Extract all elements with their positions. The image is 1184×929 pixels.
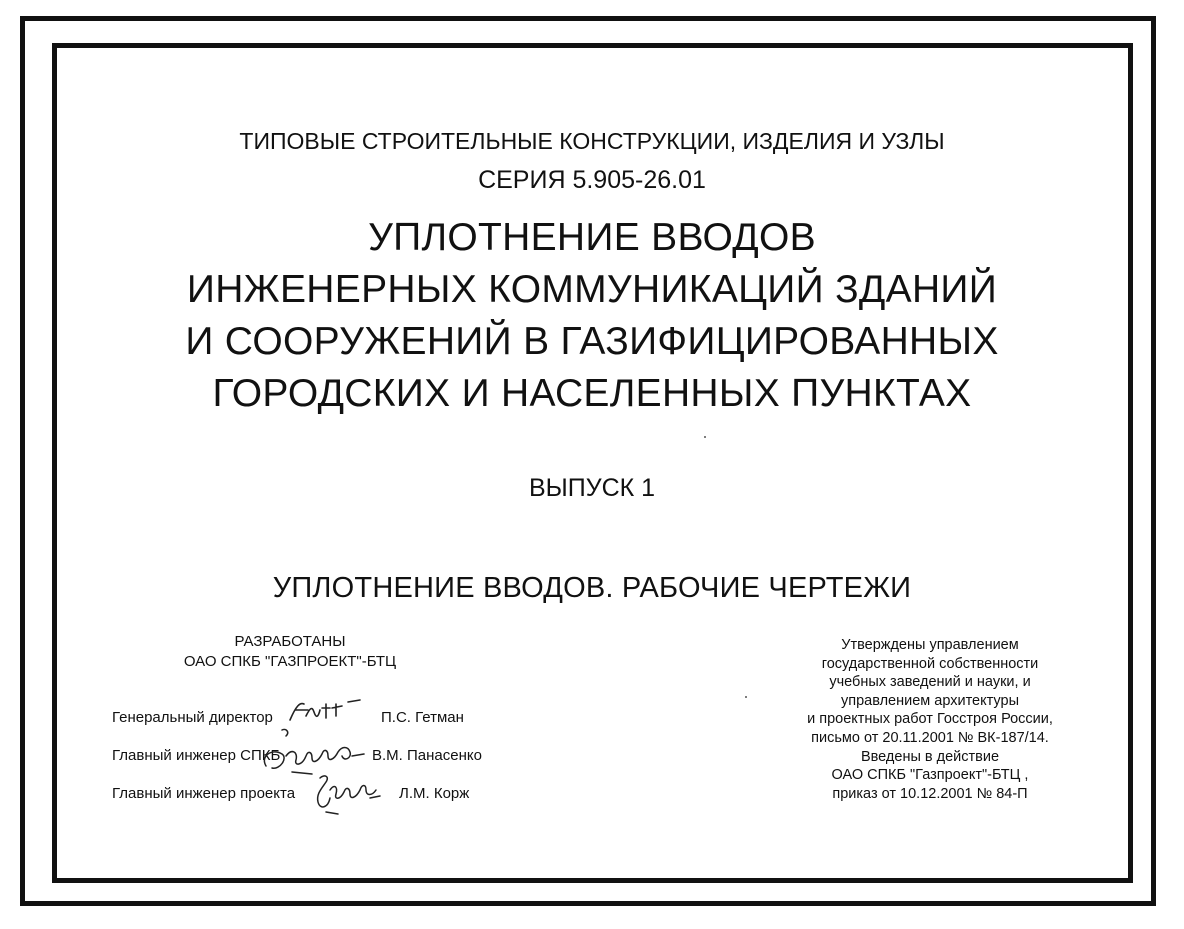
approval-line: Утверждены управлением: [841, 637, 1019, 653]
approval-line: ОАО СПКБ "Газпроект"-БТЦ ,: [831, 767, 1029, 784]
developer-organization: ОАО СПКБ "ГАЗПРОЕКТ"-БТЦ: [183, 653, 397, 670]
signature-getman: [286, 696, 366, 728]
approval-line: письмо от 20.11.2001 № ВК-187/14.: [811, 729, 1049, 746]
approval-line: управлением архитектуры: [840, 692, 1020, 709]
signatory-name-getman: П.С. Гетман: [381, 709, 464, 726]
issue-label: ВЫПУСК 1: [528, 474, 656, 502]
developer-label: РАЗРАБОТАНЫ: [234, 633, 346, 650]
scan-speck: [745, 696, 747, 698]
approval-line: Введены в действие: [860, 748, 1000, 765]
scan-speck: [704, 436, 706, 438]
approval-block: [780, 636, 1080, 803]
approval-line: учебных заведений и науки, и: [829, 674, 1031, 691]
main-title-line: И СООРУЖЕНИЙ В ГАЗИФИЦИРОВАННЫХ: [185, 320, 999, 363]
series-category: ТИПОВЫЕ СТРОИТЕЛЬНЫЕ КОНСТРУКЦИИ, ИЗДЕЛИЯ И УЗЛЫ: [239, 128, 945, 154]
main-title: [0, 212, 1184, 420]
series-number: СЕРИЯ 5.905-26.01: [478, 166, 706, 194]
document-subtitle: УПЛОТНЕНИЕ ВВОДОВ. РАБОЧИЕ ЧЕРТЕЖИ: [272, 572, 912, 604]
approval-line: государственной собственности: [821, 655, 1039, 672]
signatory-name-panasenko: В.М. Панасенко: [372, 747, 482, 764]
signatory-role-chief-engineer: Главный инженер СПКБ: [112, 747, 281, 764]
signatory-name-korzh: Л.М. Корж: [399, 785, 470, 802]
main-title-line: УПЛОТНЕНИЕ ВВОДОВ: [368, 216, 816, 259]
main-title-line: ГОРОДСКИХ И НАСЕЛЕННЫХ ПУНКТАХ: [212, 372, 972, 415]
approval-line: приказ от 10.12.2001 № 84-П: [832, 785, 1028, 802]
signatory-role-chief-project-engineer: Главный инженер проекта: [112, 785, 296, 802]
main-title-line: ИНЖЕНЕРНЫХ КОММУНИКАЦИЙ ЗДАНИЙ: [186, 268, 998, 311]
developer-block: [160, 632, 420, 672]
approval-line: и проектных работ Госстроя России,: [807, 711, 1053, 728]
signature-korzh: [308, 768, 388, 818]
signatory-role-general-director: Генеральный директор: [112, 709, 273, 726]
